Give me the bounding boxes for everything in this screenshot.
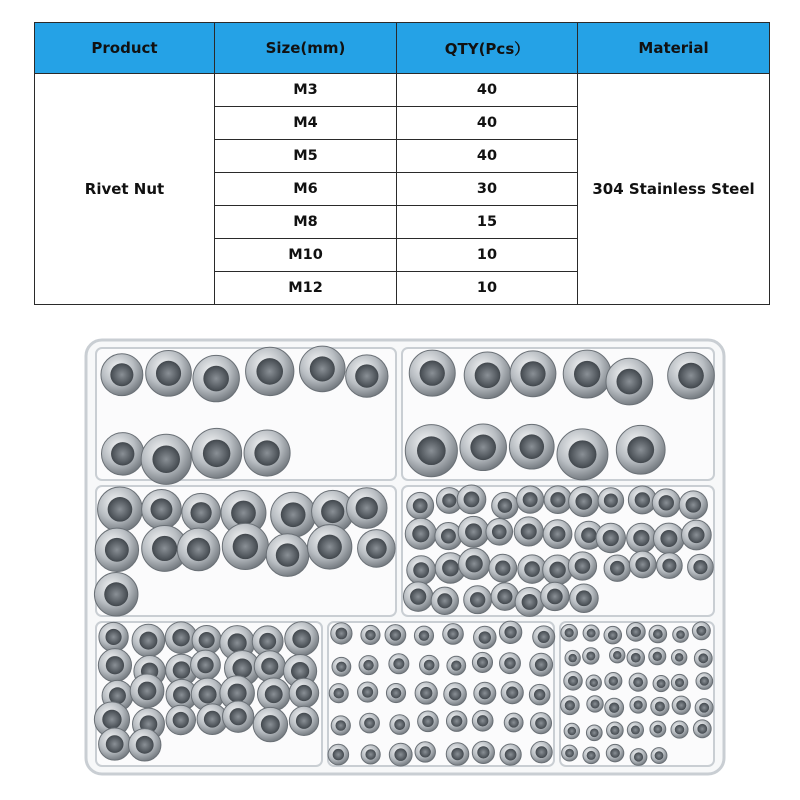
rivet-nut (257, 678, 289, 710)
rivet-nut (489, 554, 517, 582)
rivet-nut (649, 648, 666, 665)
rivet-nut (359, 656, 378, 675)
rivet-nut (564, 672, 582, 690)
rivet-nut (671, 721, 688, 738)
header-qty: QTY(Pcs） (397, 23, 578, 74)
rivet-nut (543, 555, 573, 585)
rivet-nut (500, 653, 521, 674)
size-cell: M3 (215, 74, 397, 107)
rivet-nut (486, 518, 513, 545)
rivet-nut (565, 650, 580, 665)
rivet-nut (563, 350, 611, 398)
rivet-nut (415, 742, 435, 762)
rivet-nut (696, 673, 713, 690)
rivet-nut (504, 713, 523, 732)
rivet-nut (246, 347, 294, 395)
rivet-nut (130, 674, 164, 708)
product-cell: Rivet Nut (35, 74, 215, 305)
rivet-nut (244, 430, 290, 476)
rivet-nut (529, 684, 550, 705)
rivet-nut (361, 745, 380, 764)
rivet-nut (98, 487, 143, 532)
rivet-nut (627, 722, 643, 738)
rivet-nut (458, 516, 489, 547)
header-material: Material (578, 23, 770, 74)
table-header-row (35, 23, 770, 74)
rivet-nut (403, 582, 432, 611)
rivet-nut (652, 489, 680, 517)
rivet-nut (332, 657, 351, 676)
rivet-nut (405, 425, 457, 477)
rivet-nut (328, 744, 349, 765)
rivet-nut (517, 486, 544, 513)
rivet-nut (653, 523, 684, 554)
rivet-nut (514, 517, 543, 546)
rivet-nut (564, 723, 579, 738)
rivet-nut (544, 486, 572, 514)
header-product: Product (35, 23, 215, 74)
rivet-nut (472, 741, 494, 763)
rivet-nut (94, 573, 138, 617)
rivet-nut (510, 351, 556, 397)
rivet-nut (649, 625, 667, 643)
rivet-nut (254, 651, 285, 682)
rivet-nut (99, 622, 128, 651)
rivet-nut (630, 697, 647, 714)
rivet-nut (361, 625, 380, 644)
rivet-nut (101, 433, 143, 475)
header-size: Size(mm) (215, 23, 397, 74)
rivet-nut (460, 424, 507, 471)
rivet-nut (98, 649, 131, 682)
rivet-nut (418, 711, 439, 732)
rivet-nut (474, 682, 496, 704)
rivet-nut (271, 492, 316, 537)
rivet-nut (491, 583, 519, 611)
rivet-nut (182, 493, 221, 532)
rivet-nut (222, 523, 268, 569)
rivet-nut (604, 626, 622, 644)
rivet-nut (557, 429, 608, 480)
rivet-nut (444, 683, 467, 706)
rivet-nut (606, 358, 653, 405)
rivet-nut (583, 747, 599, 763)
qty-cell: 10 (397, 239, 578, 272)
rivet-nut (386, 683, 405, 702)
rivet-nut (695, 699, 713, 717)
rivet-nut (95, 528, 138, 571)
rivet-nut (692, 622, 710, 640)
rivet-nut (533, 626, 555, 648)
rivet-nut (530, 653, 553, 676)
rivet-nut (606, 744, 623, 761)
rivet-nut (289, 678, 318, 707)
rivet-nut (518, 555, 547, 584)
rivet-nut (389, 654, 409, 674)
rivet-nut (543, 520, 572, 549)
qty-cell: 15 (397, 206, 578, 239)
rivet-nut (673, 627, 689, 643)
rivet-nut (285, 622, 319, 656)
rivet-nut (515, 588, 544, 617)
rivet-nut (447, 656, 466, 675)
rivet-nut (650, 721, 666, 737)
rivet-nut (627, 523, 657, 553)
rivet-nut (191, 650, 221, 680)
rivet-nut (457, 485, 486, 514)
rivet-nut (653, 676, 669, 692)
rivet-nut (415, 682, 437, 704)
rivet-nut (598, 488, 624, 514)
rivet-nut (531, 741, 552, 762)
rivet-nut (346, 488, 387, 529)
rivet-nut (146, 350, 192, 396)
rivet-nut (541, 582, 569, 610)
rivet-nut (142, 489, 182, 529)
rivet-nut (587, 696, 603, 712)
rivet-nut (464, 352, 511, 399)
size-cell: M12 (215, 272, 397, 305)
rivet-nut (561, 624, 578, 641)
rivet-nut (331, 716, 350, 735)
rivet-nut (679, 491, 707, 519)
rivet-nut (630, 749, 647, 766)
rivet-nut (177, 528, 220, 571)
rivet-nut (389, 743, 412, 766)
rivet-nut (446, 711, 466, 731)
rivet-nut-kit-photo (84, 338, 726, 776)
rivet-nut (586, 725, 602, 741)
rivet-nut (101, 354, 143, 396)
rivet-nut (499, 621, 521, 643)
rivet-nut (671, 650, 686, 665)
rivet-nut (329, 684, 348, 703)
rivet-nut (266, 534, 309, 577)
rivet-nut (562, 745, 578, 761)
rivet-nut (407, 556, 436, 585)
rivet-nut (420, 655, 439, 674)
rivet-nut (604, 555, 630, 581)
qty-cell: 10 (397, 272, 578, 305)
rivet-nut (627, 622, 646, 641)
rivet-nut (299, 346, 345, 392)
rivet-nut (694, 649, 712, 667)
rivet-nut (446, 743, 469, 766)
rivet-nut (360, 713, 380, 733)
rivet-nut (358, 682, 378, 702)
rivet-nut (583, 625, 599, 641)
rivet-nut (607, 722, 624, 739)
rivet-nut (472, 652, 492, 672)
size-cell: M5 (215, 140, 397, 173)
rivet-nut (253, 707, 287, 741)
rivet-nut (346, 355, 388, 397)
rivet-nut (570, 584, 599, 613)
qty-cell: 40 (397, 107, 578, 140)
rivet-nut (682, 520, 712, 550)
compartment (560, 622, 714, 766)
rivet-nut (414, 626, 433, 645)
rivet-nut (693, 720, 711, 738)
qty-cell: 40 (397, 74, 578, 107)
rivet-nut (629, 551, 656, 578)
material-cell: 304 Stainless Steel (578, 74, 770, 305)
rivet-nut (586, 675, 601, 690)
rivet-nut (561, 696, 580, 715)
rivet-nut (627, 649, 644, 666)
rivet-nut (530, 713, 551, 734)
rivet-nut (289, 706, 318, 735)
qty-cell: 30 (397, 173, 578, 206)
rivet-nut (435, 522, 462, 549)
rivet-nut (128, 729, 160, 761)
rivet-nut (141, 434, 191, 484)
rivet-nut (443, 624, 464, 645)
rivet-nut (610, 648, 625, 663)
rivet-nut (688, 554, 714, 580)
qty-cell: 40 (397, 140, 578, 173)
size-cell: M6 (215, 173, 397, 206)
rivet-nut (385, 625, 406, 646)
size-cell: M4 (215, 107, 397, 140)
rivet-nut (501, 682, 523, 704)
rivet-nut (464, 586, 492, 614)
rivet-nut (472, 710, 493, 731)
rivet-nut (193, 355, 239, 401)
rivet-nut (407, 492, 434, 519)
rivet-nut (596, 523, 625, 552)
spec-table (34, 22, 770, 305)
rivet-nut (132, 624, 165, 657)
rivet-nut (358, 530, 396, 568)
rivet-nut (474, 626, 497, 649)
rivet-nut (616, 425, 665, 474)
rivet-nut (569, 486, 599, 516)
rivet-nut (672, 696, 690, 714)
rivet-nut (605, 698, 624, 717)
rivet-nut (583, 648, 599, 664)
rivet-nut (671, 674, 687, 690)
rivet-nut (657, 553, 683, 579)
rivet-nut (509, 424, 554, 469)
rivet-nut (431, 587, 458, 614)
size-cell: M8 (215, 206, 397, 239)
rivet-nut (500, 744, 521, 765)
table-row (35, 74, 770, 107)
rivet-nut (651, 748, 667, 764)
rivet-nut (331, 623, 352, 644)
rivet-nut (223, 701, 254, 732)
rivet-nut (99, 728, 131, 760)
rivet-nut (668, 352, 715, 399)
rivet-nut (458, 548, 489, 579)
rivet-nut (192, 428, 242, 478)
size-cell: M10 (215, 239, 397, 272)
rivet-nut (568, 552, 596, 580)
rivet-nut (605, 672, 622, 689)
rivet-nut (651, 697, 669, 715)
rivet-nut (166, 705, 195, 734)
rivet-nut (629, 673, 647, 691)
rivet-nut (390, 715, 410, 735)
rivet-nut (492, 492, 518, 518)
rivet-nut (405, 518, 436, 549)
rivet-nut (409, 350, 455, 396)
rivet-nut (307, 525, 351, 569)
